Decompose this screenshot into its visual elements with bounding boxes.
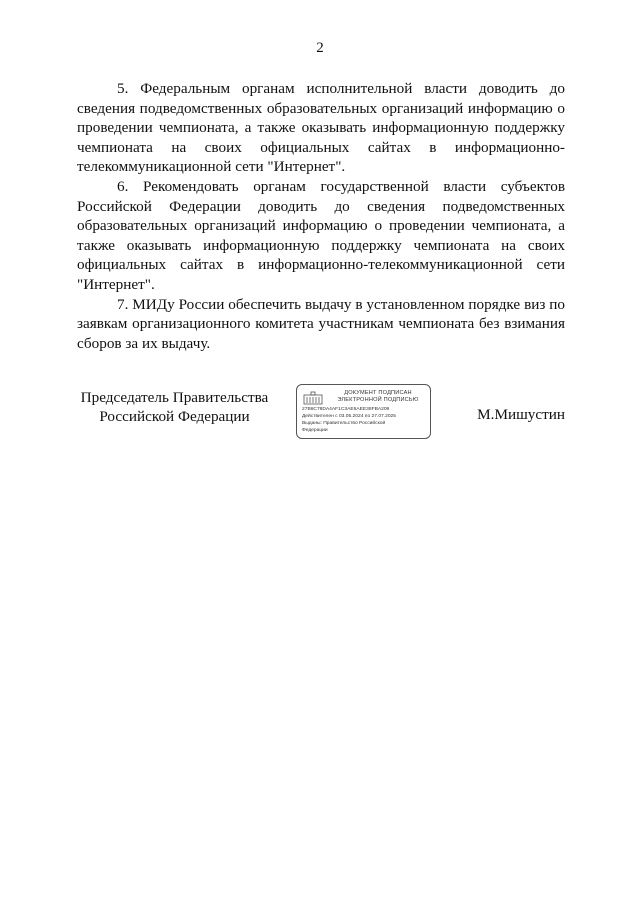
- signer-title-line-1: Председатель Правительства: [80, 389, 269, 406]
- stamp-header-line-2: ЭЛЕКТРОННОЙ ПОДПИСЬЮ: [337, 397, 419, 403]
- paragraph-6: 6. Рекомендовать органам государственной власти субъектов Российской Федерации доводить до сведения подведомственных образовательных организаций информацию о проведении чемпионата, а также оказывать информационную поддержку чемпионата на своих официальных сайтах в информационно-телекоммуникационной сети "Интернет".: [77, 177, 565, 293]
- signer-name: М.Мишустин: [477, 406, 565, 423]
- signature-block: [0, 384, 640, 464]
- paragraph-5: 5. Федеральным органам исполнительной власти доводить до сведения подведомственных образовательных организаций информацию о проведении чемпионата, а также оказывать информационную поддержку чемпионата на своих официальных сайтах в информационно-телекоммуникационной сети "Интернет".: [77, 80, 565, 176]
- stamp-issued-line-1: Выданы: Правительство Российской: [302, 421, 386, 426]
- document-body: [77, 79, 565, 353]
- stamp-certificate: 27B6C78DA4AF1C3AE6AEE38FBA209: [302, 407, 390, 412]
- electronic-signature-stamp: [296, 384, 431, 439]
- paragraph-7: 7. МИДу России обеспечить выдачу в установленном порядке виз по заявкам организационного комитета участникам чемпионата без взимания сборов за их выдачу.: [77, 295, 565, 352]
- stamp-validity: Действителен с 03.05.2024 по 27.07.2025: [302, 414, 396, 419]
- signer-title: [77, 388, 272, 426]
- stamp-header-line-1: ДОКУМЕНТ ПОДПИСАН: [344, 390, 412, 396]
- stamp-header: [329, 390, 427, 404]
- signer-title-line-2: Российской Федерации: [99, 408, 250, 425]
- stamp-issued-line-2: Федерации: [302, 428, 328, 433]
- government-building-icon: [303, 391, 323, 405]
- page-number: 2: [316, 40, 324, 56]
